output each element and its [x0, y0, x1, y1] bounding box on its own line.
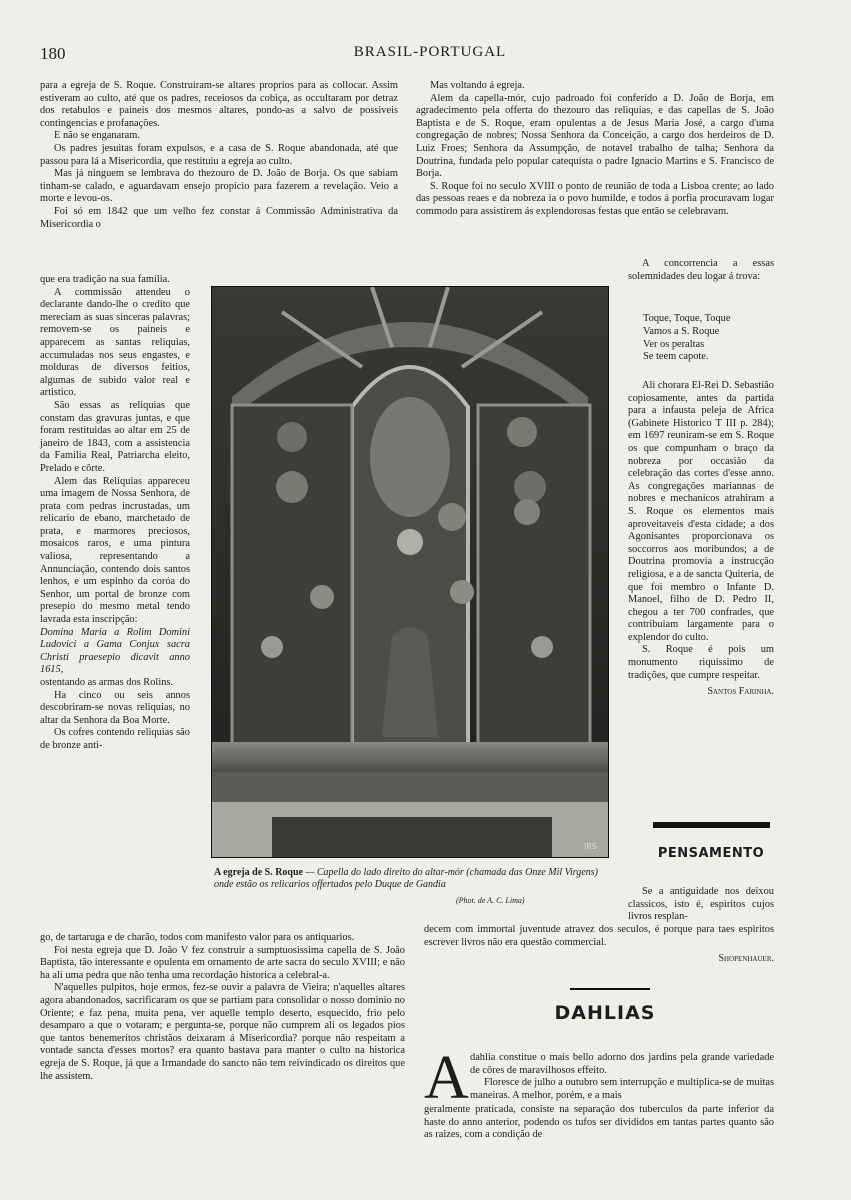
- running-title: BRASIL-PORTUGAL: [353, 44, 507, 60]
- paragraph: Ali chorara El-Rei D. Sebastião copiosamente, antes da partida para a infausta peleja de Africa (Gabinete Historico T III p. 284); em 1697 reuniram-se em S. Roque os que compunham o braço da nobreza por occasião da celebração das cortes d'esse anno. As congregações mariannas de nobres e mechanicos atrahiram a S. Roque os elementos mais aproveitaveis d'esta cidade; a dos Agonisantes proporcionava os soccorros aos moribundos; a de Doutrina promovia a instrucção religiosa, e a de sancta Quiteria, de que foi membro o Infante D. Manoel, filho de D. Pedro II, chegou a ter 700 confrades, que contribuiam largamente para o explendor do culto.: [628, 380, 774, 643]
- author-signature: Shopenhauer.: [718, 953, 774, 965]
- photo-credit: (Phot. de A. C. Lima): [456, 896, 525, 905]
- paragraph: geralmente praticada, consiste na separação dos tuberculos da parte inferior da haste do anno anterior, podendo os tufos ser divididos em tantas partes quanto são as raizes, com a condição de: [424, 1104, 774, 1141]
- right-column-top: [416, 80, 774, 219]
- verse-line: Toque, Toque, Toque: [643, 313, 731, 324]
- paragraph: Foi nesta egreja que D. João V fez construir a sumptuosissima capella de S. João Baptista, tão interessante e opulenta em ornamento de arte sacra do seculo XVIII; e não ha ali uma pedra que não tenha uma recordação historica a celebral-a.: [40, 944, 405, 981]
- paragraph: São essas as reliquias que constam das gravuras juntas, e que foram restituidas ao altar em 25 de janeiro de 1843, com a assistencia da Familia Real, Patriarcha eleito, Prelado e côrte.: [40, 399, 190, 474]
- verse-line: Vamos a S. Roque: [643, 325, 720, 337]
- paragraph: ostentando as armas dos Rolins.: [40, 677, 174, 688]
- right-column-intro: [628, 258, 774, 283]
- caption-text: — Capella do lado direito do altar-mór (chamada das Onze Mil Virgens) onde estão os relicarios offertados pelo Duque de Gandia: [214, 867, 598, 891]
- section-rule: [653, 822, 770, 828]
- paragraph: Se a antiguidade nos deixou classicos, isto é, espiritos cujos livros resplan-: [628, 886, 774, 923]
- paragraph: Os cofres contendo reliquias são de bronze anti-: [40, 727, 190, 751]
- left-column-narrow: [40, 274, 190, 753]
- paragraph: decem com immortal juventude atravez dos seculos, é porque para taes espiritos escrever livros não era questão commercial.: [424, 924, 774, 948]
- paragraph: S. Roque foi no seculo XVIII o ponto de reunião de toda a Lisboa crente; ao lado das pessoas reaes e da nobreza ia o povo humilde, e todos á porfia procuravam logar commodo para assistirem ás explendorosas festas que então se celebravam.: [416, 180, 774, 217]
- photographer-mark: IRS: [584, 842, 597, 851]
- paragraph: N'aquelles pulpitos, hoje ermos, fez-se ouvir a palavra de Vieira; n'aquelles altares agora abandonados, sacrificaram os que se partiam para consolidar o nosso dominio no Oriente; e faz pena, muita pena, ver aquelle templo deserto, esquecido, frio pelo desamparo a que o votaram; e pergunta-se, porque não cumprem ali os legados pios que tantos benemeritos christãos deixaram á Misericordia? porque não respeitam a vontade sancta d'esses mortos? era quanto bastava para manter o culto na historica egreja de S. Roque, já que a Irmandade do sancto não tem reivindicado os direitos que lhe assistem.: [40, 982, 405, 1082]
- paragraph: E não se enganaram.: [54, 130, 140, 142]
- paragraph: Os padres jesuitas foram expulsos, e a casa de S. Roque abandonada, até que passou para lá a Misericordia, que restituiu a egreja ao culto.: [40, 142, 398, 167]
- section-heading-dahlias: DAHLIAS: [554, 1002, 656, 1024]
- page-number: 180: [40, 44, 66, 63]
- dahlias-text-indented: [470, 1052, 774, 1102]
- paragraph: que era tradição na sua familia.: [40, 274, 170, 285]
- paragraph: A commissão attendeu o declarante dando-lhe o credito que mereciam as suas sinceras palavras; removem-se os paineis e apparecem as santas reliquias, accumuladas nos seus engastes, e molduras de diversos feitios, algumas de subido valor real e artistico.: [40, 286, 190, 399]
- section-heading-pensamento: PENSAMENTO: [657, 846, 765, 861]
- right-column-narrow: [628, 380, 774, 699]
- paragraph: A concorrencia a essas solemnidades deu logar á trova:: [628, 258, 774, 282]
- chapel-photograph: [211, 286, 609, 858]
- author-signature: Santos Farinha.: [707, 686, 774, 698]
- verse-line: Ver os peraltas: [643, 338, 705, 350]
- paragraph: dahlia constitue o mais bello adorno dos jardins pela grande variedade de côres de maravilhosos effeito.: [470, 1052, 774, 1076]
- paragraph: S. Roque é pois um monumento riquissimo de tradições, que cumpre respeitar.: [628, 644, 774, 681]
- verse-line: Se teem capote.: [643, 351, 709, 363]
- paragraph: Mas voltando á egreja.: [430, 80, 525, 91]
- paragraph: Ha cinco ou seis annos descobriram-se novas reliquias, no altar da Senhora da Boa Morte.: [40, 689, 190, 726]
- pensamento-text-wide: [424, 924, 774, 966]
- paragraph: Floresce de julho a outubro sem interrupção e multiplica-se de muitas maneiras. A melhor, porém, e a mais: [470, 1077, 774, 1101]
- paragraph: go, de tartaruga e de charão, todos com manifesto valor para os antiquarios.: [40, 932, 355, 943]
- dahlias-text-full: [424, 1104, 774, 1142]
- photo-caption: [214, 867, 609, 892]
- caption-title: A egreja de S. Roque: [214, 867, 303, 878]
- drop-capital: A: [424, 1044, 469, 1112]
- paragraph: Foi só em 1842 que um velho fez constar á Commissão Administrativa da Misericordia o: [40, 205, 398, 230]
- left-column-top: [40, 80, 398, 231]
- left-column-bottom: [40, 932, 405, 1083]
- altar-illustration: [212, 287, 608, 857]
- paragraph: para a egreja de S. Roque. Construiram-se altares proprios para as collocar. Assim estiveram ao culto, até que os padres, receiosos da cobiça, as occultaram por detraz dos retabulos e paineis dos mesmos altares, pondo-as a salvo de possiveis contingencias e profanações.: [40, 80, 398, 129]
- pensamento-text-narrow: [628, 886, 774, 924]
- paragraph: Alem da capella-mór, cujo padroado foi conferido a D. João de Borja, em agradecimento pela offerta do thezouro das reliquias, e das capellas de S. João Baptista e de S. Roque, eram opulentas a de Jesus Maria José, a cargo d'uma congregação de nobres; Nossa Senhora da Conceição, a cargo dos herdeiros de D. Luiz Froes; Senhora da Assumpção, de notavel trabalho de talha; Senhora da Doutrina, fundada pelo popular catequista o padre Ignacio Martins e S. Francisco de Borja.: [416, 92, 774, 180]
- trova-verse: [643, 313, 730, 364]
- paragraph: Mas já ninguem se lembrava do thezouro de D. João de Borja. Os que sabiam tinham-se calado, e aguardavam ensejo propicio para fazerem a revelação. Veio a morte e levou-os.: [40, 168, 398, 205]
- inscription: Domina Maria a Rolim Domini Ludovici a Gama Conjux sacra Christi praesepio dicavit anno 1615,: [40, 626, 190, 676]
- section-rule: [570, 988, 650, 990]
- paragraph: Alem das Reliquias appareceu uma imagem de Nossa Senhora, de prata com pedras incrustadas, um relicario de ebano, marchetado de prata, e marmores preciosos, mosaicos raros, e uma pintura valiosa, representando a Annunciação, contendo dois santos lenhos, e um espinho da coróa do Senhor, um portal de bronze com presepio do mesmo metal tendo lavrada esta inscripção:: [40, 475, 190, 626]
